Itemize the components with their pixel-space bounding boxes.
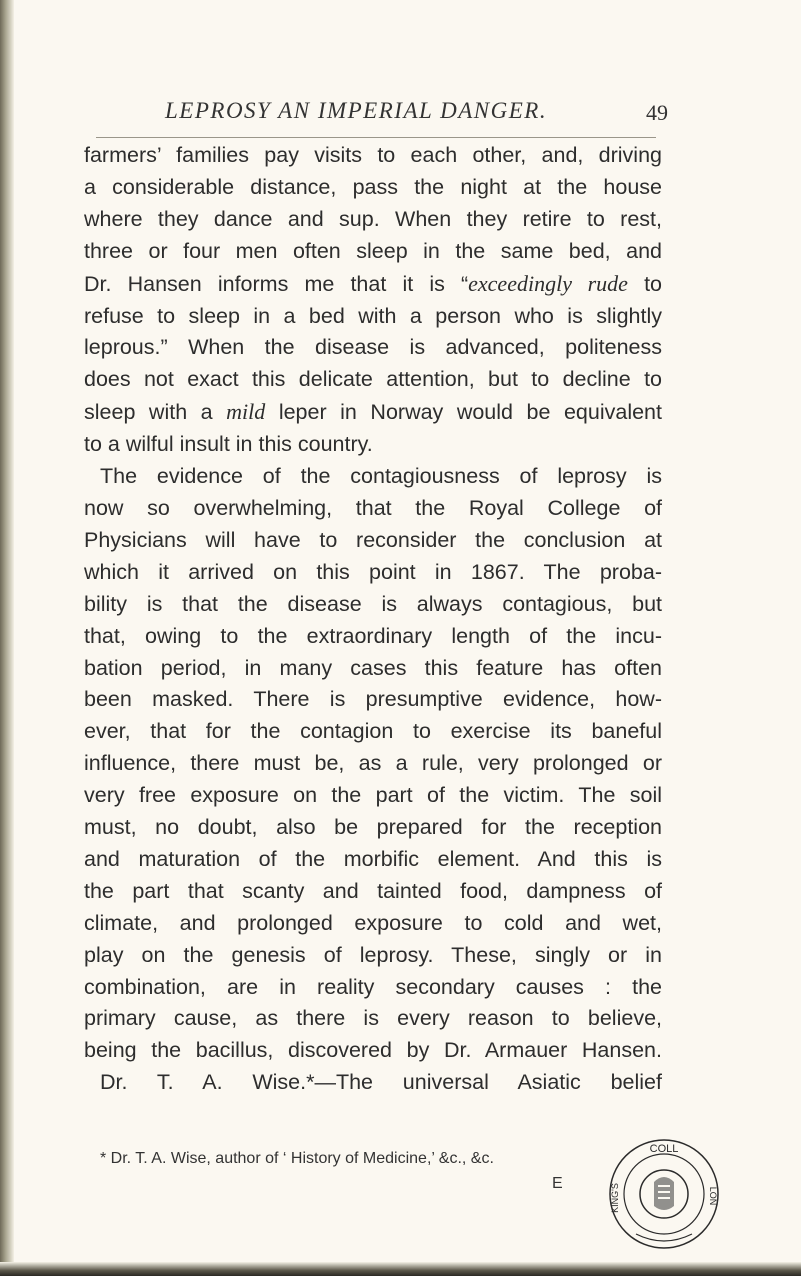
text-line: climate, and prolonged exposure to cold and wet, [84, 910, 662, 935]
text-line: very free exposure on the part of the victim. The soil [84, 783, 662, 808]
text-line-content: three or four men often sleep in the same bed, and [84, 238, 662, 263]
text-line: must, no doubt, also be prepared for the reception [84, 815, 662, 840]
text-line: influence, there must be, as a rule, very prolonged or [84, 751, 662, 776]
text-line: primary cause, as there is every reason to believe, [84, 1006, 662, 1031]
text-line-content: refuse to sleep in a bed with a person who is slightly [84, 303, 662, 328]
text-line [84, 204, 662, 236]
text-line: The evidence of the contagiousness of leprosy is [100, 464, 662, 489]
text-line-content: does not exact this delicate attention, but to decline to [84, 367, 662, 392]
footnote: * Dr. T. A. Wise, author of ‘ History of Medicine,’ &c., &c. [100, 1150, 494, 1167]
italic-phrase: mild [226, 399, 266, 425]
text-line: been masked. There is presumptive evidence, how- [84, 687, 662, 712]
page-bottom-edge [0, 1262, 801, 1276]
body-text [84, 140, 662, 1099]
text-line-content: leprous.” When the disease is advanced, politeness [84, 335, 662, 360]
text-line: Physicians will have to reconsider the conclusion at [84, 527, 662, 552]
text-line-content: farmers’ families pay visits to each other, and, driving [84, 143, 662, 167]
text-line: play on the genesis of leprosy. These, singly or in [84, 942, 662, 967]
running-title: LEPROSY AN IMPERIAL DANGER. [165, 98, 548, 123]
stamp-text-top: COLL [649, 1143, 679, 1155]
text-line: which it arrived on this point in 1867. The proba- [84, 559, 662, 584]
text-line-content: to a wilful insult in this country. [84, 432, 373, 457]
page-number: 49 [646, 100, 668, 125]
text-line: combination, are in reality secondary causes : the [84, 974, 662, 999]
text-line [84, 332, 662, 364]
text-line: Dr. T. A. Wise.*—The universal Asiatic belief [100, 1070, 662, 1095]
text-line [84, 172, 662, 204]
stamp-text-left: KING'S [610, 1183, 620, 1213]
text-line: and maturation of the morbific element. And this is [84, 846, 662, 871]
text-line [84, 301, 662, 333]
text-line-content: Dr. Hansen informs me that it is “ [84, 271, 469, 296]
text-line: bility is that the disease is always contagious, but [84, 591, 662, 616]
italic-phrase: exceedingly rude [468, 270, 628, 296]
text-line [84, 140, 662, 172]
text-line [84, 396, 662, 429]
library-stamp-icon [606, 1136, 722, 1252]
text-line-content: where they dance and sup. When they retire to rest, [84, 206, 662, 231]
text-line-content: a considerable distance, pass the night at the house [84, 174, 662, 199]
text-line [84, 236, 662, 268]
text-line: bation period, in many cases this feature has often [84, 655, 662, 680]
text-line-content: leper in Norway would be equivalent [265, 400, 662, 425]
text-line: now so overwhelming, that the Royal College of [84, 495, 662, 520]
text-line-content: sleep with a [84, 400, 227, 425]
text-line: ever, that for the contagion to exercise its baneful [84, 719, 662, 744]
text-line [84, 429, 662, 461]
text-line: that, owing to the extraordinary length of the incu- [84, 623, 662, 648]
text-line: the part that scanty and tainted food, dampness of [84, 878, 662, 903]
signature-mark: E [552, 1175, 563, 1192]
text-line: being the bacillus, discovered by Dr. Armauer Hansen. [84, 1038, 662, 1063]
text-line [84, 268, 662, 301]
text-line-content: to [627, 271, 662, 296]
text-line [84, 364, 662, 396]
header-rule [96, 137, 656, 138]
book-spine-shadow [0, 0, 14, 1276]
stamp-text-right: LON [708, 1186, 718, 1206]
